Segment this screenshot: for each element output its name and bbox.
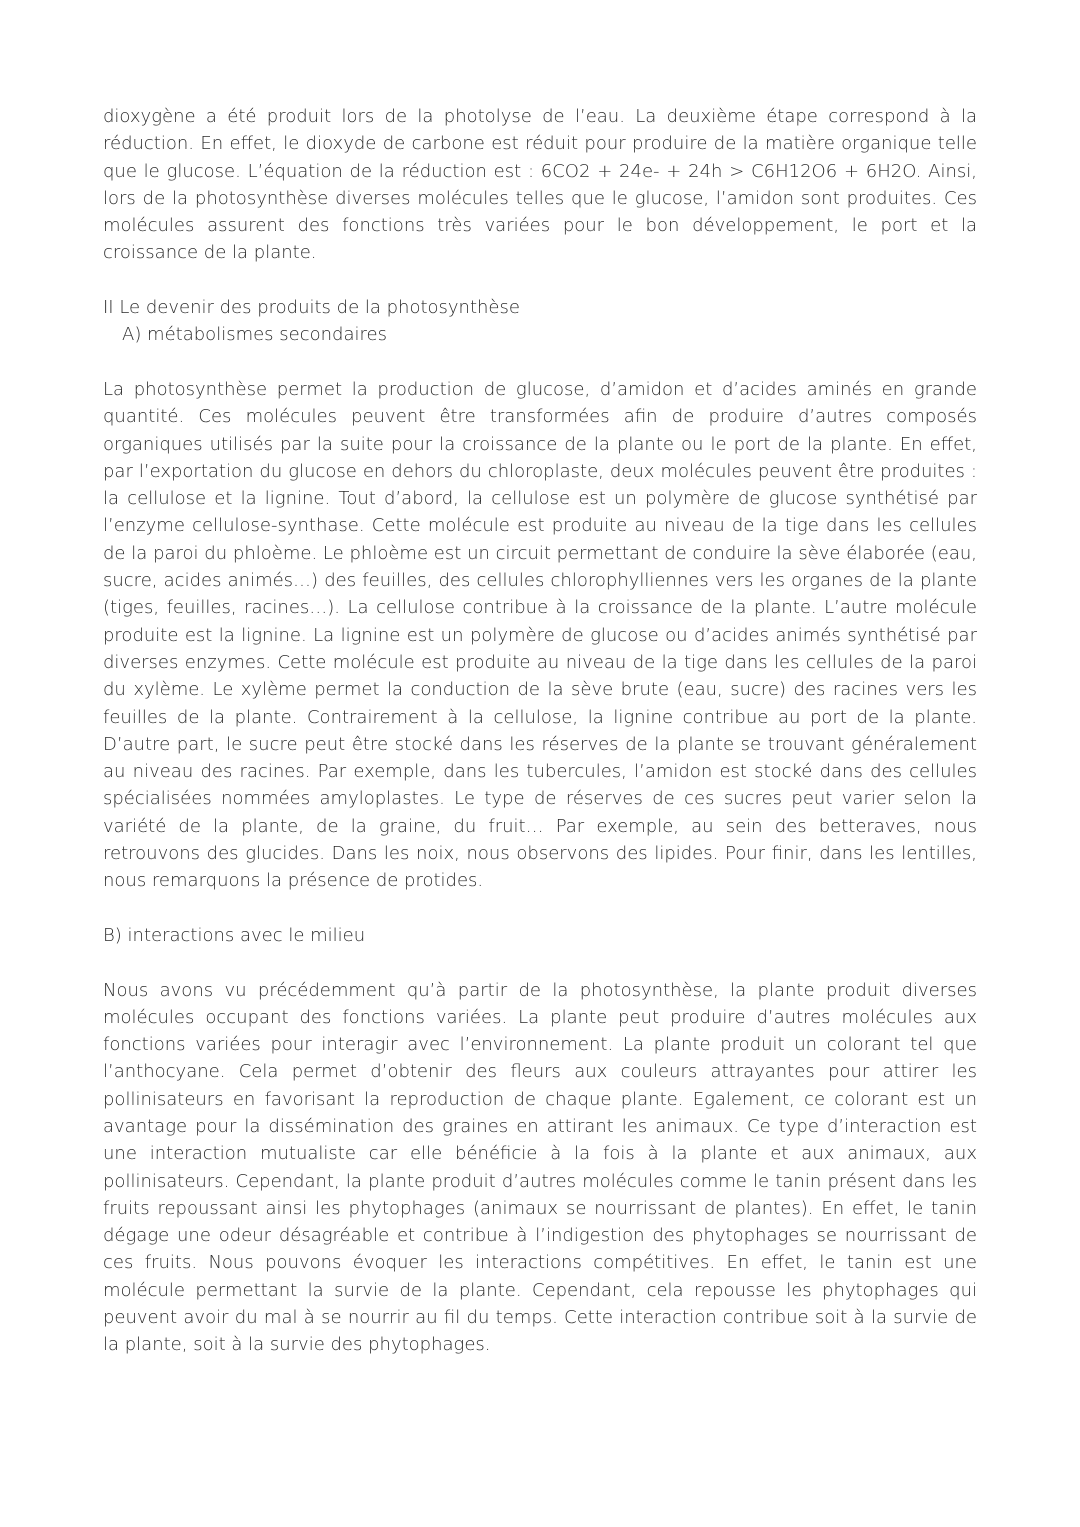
subsection-b-paragraph: Nous avons vu précédemment qu’à partir de la photosynthèse, la plante produit diverses molécules occupant des fonctions variées. La plante peut produire d’autres molécules aux fonctions variées pour interagir avec l’environnement. La plante produit un colorant tel que l’anthocyane. Cela permet d’obtenir des fleurs aux couleurs attrayantes pour attirer les pollinisateurs en favorisant la reproduction de chaque plante. Egalement, ce colorant est un avantage pour la dissémination des graines en attirant les animaux. Ce type d’interaction est une interaction mutualiste car elle bénéficie à la fois à la plante et aux animaux, aux pollinisateurs. Cependant, la plante produit d’autres molécules comme le tanin présent dans les fruits repoussant ainsi les phytophages (animaux se nourrissant de plantes). En effet, le tanin dégage une odeur désagréable et contribue à l’indigestion des phytophages se nourrissant de ces fruits. Nous pouvons évoquer les interactions compétitives. En effet, le tanin est une molécule permettant la survie de la plante. Cependant, cela repousse les phytophages qui peuvent avoir du mal à se nourrir au fil du temps. Cette interaction contribue soit à la survie de la plante, soit à la survie des phytophages. [103, 979, 977, 1356]
document-page [103, 103, 977, 1359]
subsection-a-paragraph: La photosynthèse permet la production de glucose, d’amidon et d’acides aminés en grande quantité. Ces molécules peuvent être transformées afin de produire d’autres composés organiques utilisés par la suite pour la croissance de la plante ou le port de la plante. En effet, par l’exportation du glucose en dehors du chloroplaste, deux molécules peuvent être produites : la cellulose et la lignine. Tout d’abord, la cellulose est un polymère de glucose synthétisé par l’enzyme cellulose-synthase. Cette molécule est produite au niveau de la tige dans les cellules de la paroi du phloème. Le phloème est un circuit permettant de conduire la sève élaborée (eau, sucre, acides animés…) des feuilles, des cellules chlorophylliennes vers les organes de la plante (tiges, feuilles, racines…). La cellulose contribue à la croissance de la plante. L’autre molécule produite est la lignine. La lignine est un polymère de glucose ou d’acides animés synthétisé par diverses enzymes. Cette molécule est produite au niveau de la tige dans les cellules de la paroi du xylème. Le xylème permet la conduction de la sève brute (eau, sucre) des racines vers les feuilles de la plante. Contrairement à la cellulose, la lignine contribue au port de la plante. D’autre part, le sucre peut être stocké dans les réserves de la plante se trouvant généralement au niveau des racines. Par exemple, dans les tubercules, l’amidon est stocké dans des cellules spécialisées nommées amyloplastes. Le type de réserves de ces sucres peut varier selon la variété de la plante, de la graine, du fruit… Par exemple, au sein des betteraves, nous retrouvons des glucides. Dans les noix, nous observons des lipides. Pour finir, dans les lentilles, nous remarquons la présence de protides. [103, 378, 977, 892]
subsection-a-heading: A) métabolismes secondaires [122, 324, 387, 346]
spacer [103, 949, 977, 976]
spacer [103, 895, 977, 922]
subsection-b-heading: B) interactions avec le milieu [103, 924, 366, 946]
section-heading: II Le devenir des produits de la photosynthèse [103, 297, 520, 319]
spacer [103, 349, 977, 376]
intro-paragraph: dioxygène a été produit lors de la photolyse de l’eau. La deuxième étape correspond à la réduction. En effet, le dioxyde de carbone est réduit pour produire de la matière organique telle que le glucose. L’équation de la réduction est : 6CO2 + 24e- + 24h > C6H12O6 + 6H2O. Ainsi, lors de la photosynthèse diverses molécules telles que le glucose, l’amidon sont produites. Ces molécules assurent des fonctions très variées pour le bon développement, le port et la croissance de la plante. [103, 106, 977, 264]
spacer [103, 267, 977, 294]
